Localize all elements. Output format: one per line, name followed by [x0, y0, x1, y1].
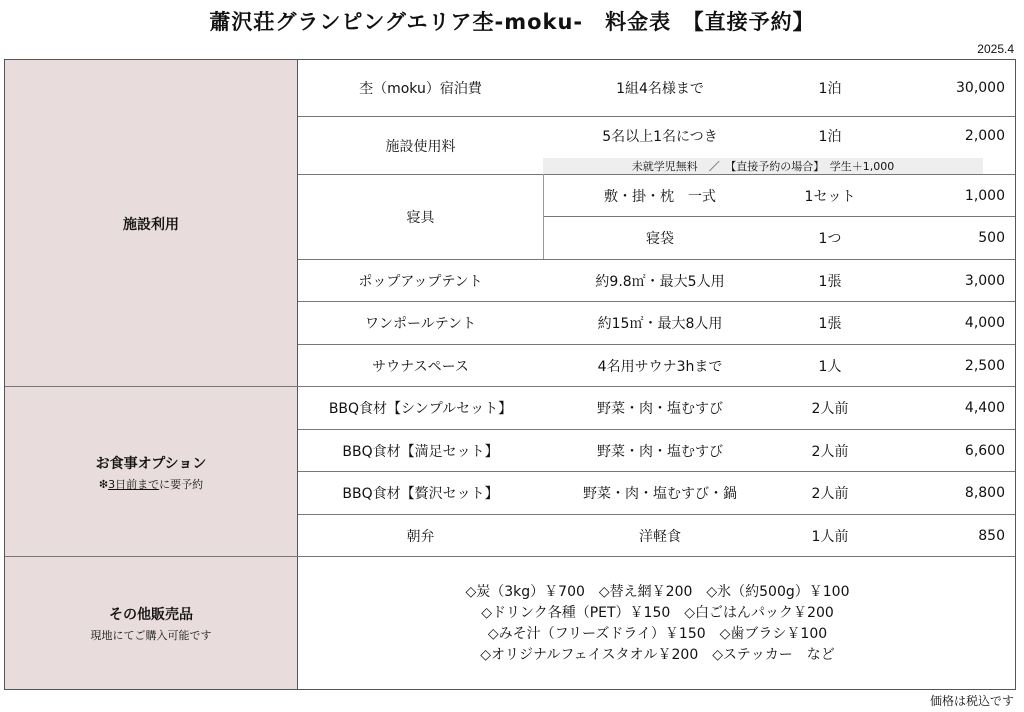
- item-price: 4,000: [964, 315, 1005, 331]
- facility-subnote: 未就学児無料 ／ 【直接予約の場合】 学生＋1,000: [543, 158, 983, 174]
- item-unit: 1セット: [804, 188, 856, 205]
- item-name: 施設使用料: [385, 138, 456, 155]
- category-other: [5, 557, 298, 689]
- category-facility-title: 施設利用: [123, 216, 179, 233]
- item-unit: 2人前: [811, 401, 849, 417]
- item-name: 杢（moku）宿泊費: [359, 81, 482, 97]
- tax-note: 価格は税込です: [929, 694, 1014, 708]
- item-price: 2,000: [964, 128, 1005, 144]
- item-detail: 寝袋: [646, 231, 674, 247]
- item-detail: 約15㎡・最大8人用: [597, 316, 723, 332]
- item-detail: 5名以上1名につき: [602, 129, 718, 145]
- item-unit: 1泊: [818, 129, 842, 145]
- revision-date: 2025.4: [977, 42, 1014, 56]
- item-unit: 2人前: [811, 486, 849, 502]
- category-other-title: その他販売品: [109, 606, 193, 623]
- item-price: 3,000: [964, 272, 1005, 289]
- note-suffix: に要予約: [159, 477, 204, 491]
- other-items-line: ◇みそ汁（フリーズドライ）￥150 ◇歯ブラシ￥100: [487, 626, 828, 642]
- page-title: 蕭沢荘グランピングエリア杢-moku- 料金表 【直接予約】: [209, 10, 815, 34]
- item-name: BBQ食材【シンプルセット】: [328, 401, 513, 417]
- item-name: サウナスペース: [372, 358, 469, 375]
- item-detail: 野菜・肉・塩むすび・鍋: [583, 486, 737, 502]
- item-unit: 1泊: [818, 81, 842, 97]
- item-name: BBQ食材【贅沢セット】: [342, 486, 499, 502]
- item-unit: 1つ: [818, 231, 842, 247]
- note-mark: ❇: [98, 477, 109, 491]
- item-price: 850: [978, 527, 1005, 544]
- item-unit: 2人前: [811, 443, 849, 460]
- item-name: 朝弁: [406, 528, 435, 545]
- item-price: 30,000: [956, 80, 1005, 96]
- item-name: ポップアップテント: [358, 273, 483, 290]
- bedding-divider: [543, 174, 544, 259]
- category-meal: [5, 387, 298, 557]
- item-name: 寝具: [406, 210, 435, 226]
- item-price: 500: [978, 230, 1005, 246]
- category-facility: [5, 60, 298, 387]
- row-divider: [298, 556, 1015, 557]
- other-items-line: ◇炭（3kg）￥700 ◇替え網￥200 ◇氷（約500g）￥100: [465, 584, 850, 600]
- category-other-note: 現地にてご購入可能です: [90, 628, 212, 642]
- other-items-list: [299, 558, 1016, 690]
- category-meal-note: [99, 476, 203, 492]
- other-items-line: ◇オリジナルフェイスタオル￥200 ◇ステッカー など: [480, 647, 835, 663]
- item-detail: 野菜・肉・塩むすび: [597, 401, 723, 417]
- item-detail: 1組4名様まで: [616, 81, 704, 97]
- item-unit: 1張: [818, 316, 842, 332]
- price-table: [4, 59, 1016, 690]
- category-meal-title: お食事オプション: [95, 455, 207, 472]
- item-detail: 洋軽食: [639, 528, 681, 545]
- item-unit: 1人: [818, 358, 842, 375]
- item-name: ワンポールテント: [364, 316, 477, 332]
- item-price: 6,600: [964, 442, 1005, 459]
- item-detail: 野菜・肉・塩むすび: [597, 443, 723, 460]
- category-divider: [5, 556, 298, 557]
- item-unit: 1人前: [811, 528, 849, 545]
- item-price: 1,000: [964, 187, 1005, 204]
- item-detail: 4名用サウナ3hまで: [597, 358, 723, 375]
- item-price: 4,400: [964, 400, 1005, 416]
- item-name: BBQ食材【満足セット】: [342, 443, 499, 460]
- item-detail: 約9.8㎡・最大5人用: [595, 273, 725, 290]
- item-detail: 敷・掛・枕 一式: [604, 188, 716, 205]
- other-items-line: ◇ドリンク各種（PET）￥150 ◇白ごはんパック￥200: [481, 605, 834, 621]
- item-unit: 1張: [818, 273, 842, 290]
- item-price: 8,800: [964, 485, 1005, 501]
- item-price: 2,500: [964, 357, 1005, 374]
- category-divider: [5, 386, 298, 387]
- note-deadline: 3日前まで: [108, 477, 160, 491]
